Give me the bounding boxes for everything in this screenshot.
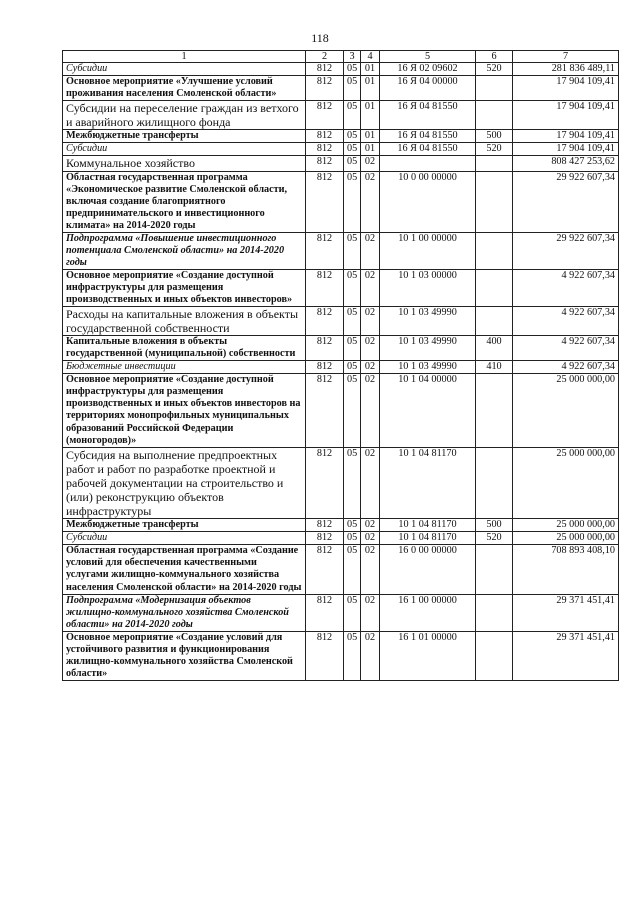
row-amount: 29 371 451,41 bbox=[513, 594, 619, 631]
row-expense-type bbox=[476, 101, 513, 130]
row-amount: 4 922 607,34 bbox=[513, 336, 619, 361]
row-section: 05 bbox=[344, 63, 361, 76]
row-target-article: 10 1 03 49990 bbox=[380, 306, 476, 335]
row-section: 05 bbox=[344, 101, 361, 130]
page-number: 118 bbox=[311, 31, 329, 45]
row-amount: 17 904 109,41 bbox=[513, 130, 619, 143]
table-row bbox=[63, 269, 619, 306]
table-row bbox=[63, 447, 619, 519]
row-subsection: 02 bbox=[361, 336, 380, 361]
row-expense-type bbox=[476, 306, 513, 335]
row-section: 05 bbox=[344, 447, 361, 519]
row-subsection: 02 bbox=[361, 519, 380, 532]
column-header-amount: 7 bbox=[513, 51, 619, 63]
row-amount: 17 904 109,41 bbox=[513, 101, 619, 130]
row-target-article: 10 1 00 00000 bbox=[380, 232, 476, 269]
row-target-article: 10 1 04 00000 bbox=[380, 374, 476, 447]
row-target-article bbox=[380, 156, 476, 171]
row-subsection: 02 bbox=[361, 594, 380, 631]
row-name: Субсидии на переселение граждан из ветхого и аварийного жилищного фонда bbox=[63, 101, 306, 130]
row-section: 05 bbox=[344, 171, 361, 232]
row-name: Расходы на капитальные вложения в объекты государственной собственности bbox=[63, 306, 306, 335]
table-row bbox=[63, 374, 619, 447]
column-header-admin: 2 bbox=[306, 51, 344, 63]
row-expense-type bbox=[476, 374, 513, 447]
row-subsection: 02 bbox=[361, 545, 380, 594]
row-expense-type: 520 bbox=[476, 63, 513, 76]
row-name: Основное мероприятие «Создание доступной инфраструктуры для размещения производственных и иных объектов инвесторов» bbox=[63, 269, 306, 306]
row-expense-type bbox=[476, 447, 513, 519]
row-section: 05 bbox=[344, 594, 361, 631]
row-target-article: 16 Я 04 00000 bbox=[380, 76, 476, 101]
row-name: Основное мероприятие «Создание доступной инфраструктуры для размещения производственных и иных объектов инвесторов на территориях монопрофильных муниципальных образований Российской Федерации (моногородов)» bbox=[63, 374, 306, 447]
row-admin-code: 812 bbox=[306, 63, 344, 76]
row-target-article: 16 Я 04 81550 bbox=[380, 130, 476, 143]
row-target-article: 16 1 00 00000 bbox=[380, 594, 476, 631]
column-header-expense-type: 6 bbox=[476, 51, 513, 63]
row-admin-code: 812 bbox=[306, 361, 344, 374]
row-admin-code: 812 bbox=[306, 232, 344, 269]
table-row bbox=[63, 336, 619, 361]
row-amount: 29 922 607,34 bbox=[513, 232, 619, 269]
row-expense-type bbox=[476, 76, 513, 101]
row-name: Субсидии bbox=[63, 532, 306, 545]
row-section: 05 bbox=[344, 519, 361, 532]
row-expense-type: 520 bbox=[476, 143, 513, 156]
table-row bbox=[63, 171, 619, 232]
row-target-article: 10 1 03 49990 bbox=[380, 361, 476, 374]
row-subsection: 02 bbox=[361, 361, 380, 374]
row-amount: 25 000 000,00 bbox=[513, 519, 619, 532]
row-admin-code: 812 bbox=[306, 306, 344, 335]
row-section: 05 bbox=[344, 361, 361, 374]
row-target-article: 10 1 03 00000 bbox=[380, 269, 476, 306]
row-subsection: 01 bbox=[361, 130, 380, 143]
row-section: 05 bbox=[344, 143, 361, 156]
row-admin-code: 812 bbox=[306, 336, 344, 361]
column-header-section: 3 bbox=[344, 51, 361, 63]
row-expense-type bbox=[476, 171, 513, 232]
row-name: Межбюджетные трансферты bbox=[63, 130, 306, 143]
table-row bbox=[63, 306, 619, 335]
row-expense-type: 500 bbox=[476, 519, 513, 532]
table-row bbox=[63, 63, 619, 76]
row-admin-code: 812 bbox=[306, 156, 344, 171]
row-amount: 281 836 489,11 bbox=[513, 63, 619, 76]
table-row bbox=[63, 594, 619, 631]
row-amount: 29 922 607,34 bbox=[513, 171, 619, 232]
row-expense-type bbox=[476, 232, 513, 269]
row-subsection: 02 bbox=[361, 374, 380, 447]
row-section: 05 bbox=[344, 130, 361, 143]
row-section: 05 bbox=[344, 269, 361, 306]
row-admin-code: 812 bbox=[306, 545, 344, 594]
row-expense-type: 500 bbox=[476, 130, 513, 143]
table-row bbox=[63, 101, 619, 130]
row-section: 05 bbox=[344, 156, 361, 171]
row-section: 05 bbox=[344, 631, 361, 680]
row-name: Бюджетные инвестиции bbox=[63, 361, 306, 374]
row-amount: 29 371 451,41 bbox=[513, 631, 619, 680]
table-row bbox=[63, 232, 619, 269]
row-amount: 708 893 408,10 bbox=[513, 545, 619, 594]
row-admin-code: 812 bbox=[306, 374, 344, 447]
row-name: Областная государственная программа «Создание условий для обеспечения качественными услугами жилищно-коммунального хозяйства населения Смоленской области» на 2014-2020 годы bbox=[63, 545, 306, 594]
row-target-article: 10 1 04 81170 bbox=[380, 532, 476, 545]
row-amount: 4 922 607,34 bbox=[513, 361, 619, 374]
table-row bbox=[63, 143, 619, 156]
row-name: Коммунальное хозяйство bbox=[63, 156, 306, 171]
row-target-article: 10 1 04 81170 bbox=[380, 447, 476, 519]
row-target-article: 16 1 01 00000 bbox=[380, 631, 476, 680]
row-subsection: 01 bbox=[361, 143, 380, 156]
row-amount: 4 922 607,34 bbox=[513, 306, 619, 335]
row-name: Субсидии bbox=[63, 63, 306, 76]
table-row bbox=[63, 156, 619, 171]
row-amount: 17 904 109,41 bbox=[513, 76, 619, 101]
row-target-article: 10 1 04 81170 bbox=[380, 519, 476, 532]
row-admin-code: 812 bbox=[306, 519, 344, 532]
row-expense-type: 520 bbox=[476, 532, 513, 545]
row-name: Подпрограмма «Повышение инвестиционного потенциала Смоленской области» на 2014-2020 годы bbox=[63, 232, 306, 269]
row-expense-type bbox=[476, 545, 513, 594]
table-row bbox=[63, 361, 619, 374]
row-section: 05 bbox=[344, 336, 361, 361]
row-amount: 25 000 000,00 bbox=[513, 447, 619, 519]
row-admin-code: 812 bbox=[306, 171, 344, 232]
row-subsection: 02 bbox=[361, 269, 380, 306]
row-amount: 25 000 000,00 bbox=[513, 374, 619, 447]
row-subsection: 02 bbox=[361, 306, 380, 335]
budget-table bbox=[62, 50, 619, 681]
row-section: 05 bbox=[344, 306, 361, 335]
row-subsection: 02 bbox=[361, 156, 380, 171]
row-section: 05 bbox=[344, 532, 361, 545]
column-header-name: 1 bbox=[63, 51, 306, 63]
row-amount: 17 904 109,41 bbox=[513, 143, 619, 156]
row-target-article: 16 0 00 00000 bbox=[380, 545, 476, 594]
row-name: Подпрограмма «Модернизация объектов жилищно-коммунального хозяйства Смоленской области» на 2014-2020 годы bbox=[63, 594, 306, 631]
row-target-article: 16 Я 02 09602 bbox=[380, 63, 476, 76]
column-number-row bbox=[63, 51, 619, 63]
row-name: Областная государственная программа «Экономическое развитие Смоленской области, включая создание благоприятного предпринимательского и инвестиционного климата» на 2014-2020 годы bbox=[63, 171, 306, 232]
row-amount: 4 922 607,34 bbox=[513, 269, 619, 306]
table-row bbox=[63, 545, 619, 594]
row-subsection: 02 bbox=[361, 447, 380, 519]
row-subsection: 01 bbox=[361, 63, 380, 76]
row-expense-type: 400 bbox=[476, 336, 513, 361]
row-admin-code: 812 bbox=[306, 143, 344, 156]
row-admin-code: 812 bbox=[306, 594, 344, 631]
row-subsection: 01 bbox=[361, 76, 380, 101]
row-admin-code: 812 bbox=[306, 447, 344, 519]
table-row bbox=[63, 76, 619, 101]
table-row bbox=[63, 519, 619, 532]
row-target-article: 10 1 03 49990 bbox=[380, 336, 476, 361]
row-expense-type bbox=[476, 156, 513, 171]
row-admin-code: 812 bbox=[306, 269, 344, 306]
row-subsection: 02 bbox=[361, 171, 380, 232]
row-target-article: 16 Я 04 81550 bbox=[380, 143, 476, 156]
row-admin-code: 812 bbox=[306, 101, 344, 130]
row-section: 05 bbox=[344, 545, 361, 594]
row-admin-code: 812 bbox=[306, 631, 344, 680]
table-row bbox=[63, 532, 619, 545]
row-target-article: 16 Я 04 81550 bbox=[380, 101, 476, 130]
row-expense-type: 410 bbox=[476, 361, 513, 374]
row-expense-type bbox=[476, 631, 513, 680]
row-subsection: 02 bbox=[361, 532, 380, 545]
row-amount: 25 000 000,00 bbox=[513, 532, 619, 545]
column-header-target-article: 5 bbox=[380, 51, 476, 63]
row-section: 05 bbox=[344, 374, 361, 447]
row-expense-type bbox=[476, 269, 513, 306]
row-section: 05 bbox=[344, 76, 361, 101]
row-subsection: 01 bbox=[361, 101, 380, 130]
row-name: Капитальные вложения в объекты государственной (муниципальной) собственности bbox=[63, 336, 306, 361]
table-row bbox=[63, 631, 619, 680]
row-admin-code: 812 bbox=[306, 532, 344, 545]
row-admin-code: 812 bbox=[306, 76, 344, 101]
row-subsection: 02 bbox=[361, 232, 380, 269]
row-subsection: 02 bbox=[361, 631, 380, 680]
row-name: Субсидии bbox=[63, 143, 306, 156]
row-admin-code: 812 bbox=[306, 130, 344, 143]
table-row bbox=[63, 130, 619, 143]
column-header-subsection: 4 bbox=[361, 51, 380, 63]
row-name: Основное мероприятие «Создание условий для устойчивого развития и функционирования жилищно-коммунального хозяйства Смоленской области» bbox=[63, 631, 306, 680]
row-amount: 808 427 253,62 bbox=[513, 156, 619, 171]
row-section: 05 bbox=[344, 232, 361, 269]
row-expense-type bbox=[476, 594, 513, 631]
row-name: Основное мероприятие «Улучшение условий проживания населения Смоленской области» bbox=[63, 76, 306, 101]
row-target-article: 10 0 00 00000 bbox=[380, 171, 476, 232]
row-name: Межбюджетные трансферты bbox=[63, 519, 306, 532]
row-name: Субсидия на выполнение предпроектных работ и работ по разработке проектной и рабочей документации на строительство и (или) реконструкцию объектов инфраструктуры bbox=[63, 447, 306, 519]
